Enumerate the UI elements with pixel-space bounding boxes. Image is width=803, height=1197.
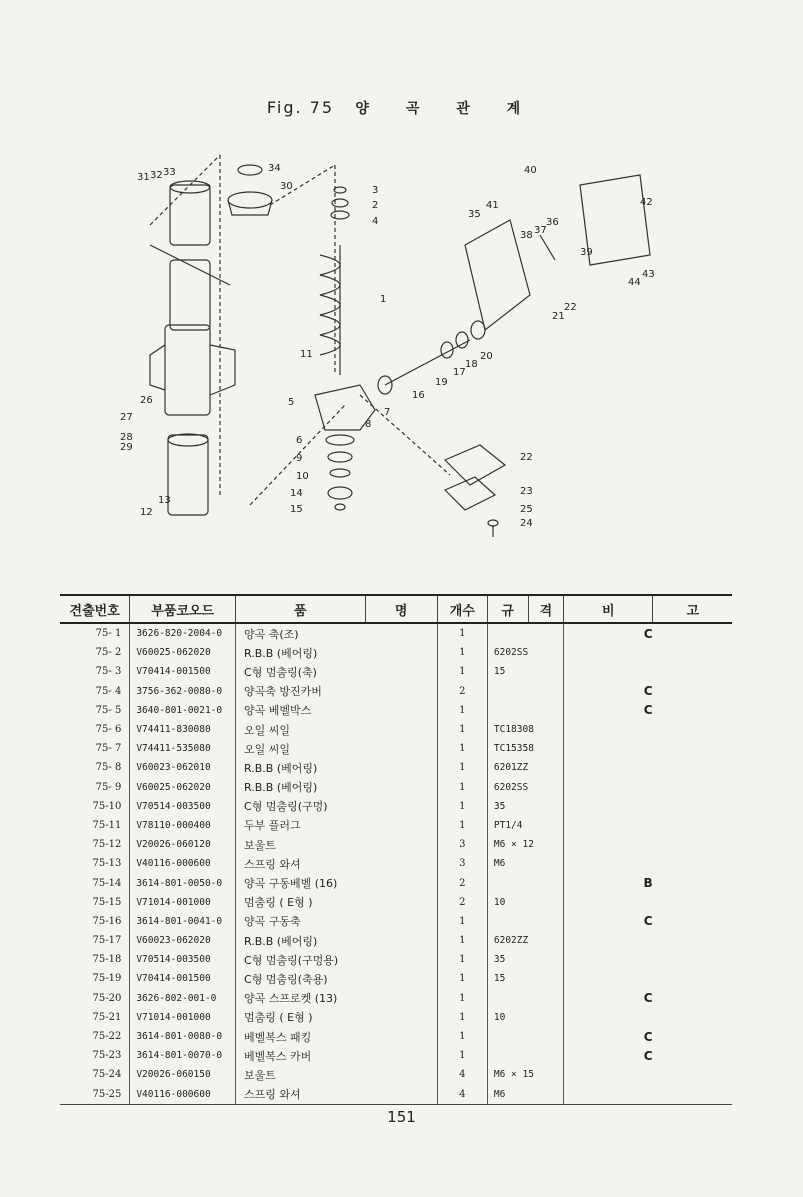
cell-remark: B xyxy=(564,873,732,892)
cell-index: 75-12 xyxy=(92,839,122,851)
cell-spec: 6202SS xyxy=(487,643,563,662)
cell-remark: C xyxy=(564,1027,732,1046)
table-row xyxy=(60,931,732,950)
callout: 14 xyxy=(290,488,303,499)
figure-title xyxy=(0,98,803,118)
table-row xyxy=(60,835,732,854)
cell-qty: 1 xyxy=(437,797,487,816)
callout: 44 xyxy=(628,277,641,288)
cell-name: 양곡 구동베벨 (16) xyxy=(236,873,438,892)
cell-qty: 1 xyxy=(437,1046,487,1065)
cell-qty: 1 xyxy=(437,912,487,931)
header-code: 부품코오드 xyxy=(130,595,236,623)
cell-remark xyxy=(564,739,732,758)
cell-qty: 1 xyxy=(437,739,487,758)
cell-name: 멈춤링 ( E형 ) xyxy=(236,1008,438,1027)
cell-index: 75- 5 xyxy=(95,704,122,716)
cell-spec: 35 xyxy=(487,797,563,816)
cell-index: 75-15 xyxy=(92,896,122,908)
callout: 34 xyxy=(268,163,281,174)
cell-spec: 35 xyxy=(487,950,563,969)
header-index: 견출번호 xyxy=(60,595,130,623)
cell-spec xyxy=(487,623,563,643)
callout: 41 xyxy=(486,200,499,211)
cell-qty: 3 xyxy=(437,854,487,873)
cell-qty: 1 xyxy=(437,816,487,835)
cell-index: 75-21 xyxy=(92,1011,122,1023)
cell-spec xyxy=(487,1046,563,1065)
cell-name: C형 멈춤링(구멍용) xyxy=(236,950,438,969)
cell-spec: 6202SS xyxy=(487,778,563,797)
cell-qty: 1 xyxy=(437,989,487,1008)
callout: 10 xyxy=(296,471,309,482)
table-row xyxy=(60,682,732,701)
cell-name: 멈춤링 ( E형 ) xyxy=(236,893,438,912)
cell-spec: 6201ZZ xyxy=(487,758,563,777)
cell-name: 양곡축 방진카버 xyxy=(236,682,438,701)
cell-name: 보울트 xyxy=(236,835,438,854)
cell-remark: C xyxy=(564,989,732,1008)
cell-qty: 4 xyxy=(437,1065,487,1084)
cell-code: V40116-000600 xyxy=(130,1085,236,1105)
table-row xyxy=(60,623,732,643)
callout: 22 xyxy=(564,302,577,313)
cell-index: 75-24 xyxy=(92,1069,122,1081)
cell-spec xyxy=(487,701,563,720)
table-row xyxy=(60,873,732,892)
callout: 7 xyxy=(384,407,391,418)
cell-name: R.B.B (베어링) xyxy=(236,931,438,950)
cell-index: 75- 9 xyxy=(95,781,122,793)
cell-name: R.B.B (베어링) xyxy=(236,643,438,662)
cell-spec xyxy=(487,682,563,701)
cell-code: V20026-060120 xyxy=(130,835,236,854)
cell-remark xyxy=(564,854,732,873)
callout: 13 xyxy=(158,495,171,506)
callout: 33 xyxy=(163,167,176,178)
cell-code: 3756-362-0080-0 xyxy=(130,682,236,701)
cell-spec: M6 × 15 xyxy=(487,1065,563,1084)
cell-index: 75- 3 xyxy=(95,666,122,678)
callout: 20 xyxy=(480,351,493,362)
cell-remark: C xyxy=(564,623,732,643)
cell-qty: 1 xyxy=(437,778,487,797)
cell-code: V71014-001000 xyxy=(130,1008,236,1027)
cell-code: V74411-535080 xyxy=(130,739,236,758)
header-name-b: 명 xyxy=(365,595,437,623)
cell-remark xyxy=(564,1065,732,1084)
cell-name: 보울트 xyxy=(236,1065,438,1084)
cell-remark xyxy=(564,969,732,988)
cell-name: 양곡 베벨박스 xyxy=(236,701,438,720)
table-row xyxy=(60,739,732,758)
cell-index: 75-14 xyxy=(92,877,122,889)
table-row xyxy=(60,1085,732,1105)
header-qty: 개수 xyxy=(437,595,487,623)
callout: 26 xyxy=(140,395,153,406)
cell-remark xyxy=(564,662,732,681)
cell-index: 75- 8 xyxy=(95,762,122,774)
cell-index: 75-19 xyxy=(92,973,122,985)
callout: 29 xyxy=(120,442,133,453)
callout: 8 xyxy=(365,419,372,430)
table-row xyxy=(60,854,732,873)
table-row xyxy=(60,1046,732,1065)
cell-name: 양곡 축(조) xyxy=(236,623,438,643)
cell-code: V40116-000600 xyxy=(130,854,236,873)
table-row xyxy=(60,758,732,777)
cell-name: R.B.B (베어링) xyxy=(236,758,438,777)
callout: 22 xyxy=(520,452,533,463)
callout: 5 xyxy=(288,397,295,408)
header-spec-a: 규 xyxy=(487,595,528,623)
callout: 25 xyxy=(520,504,533,515)
cell-remark xyxy=(564,778,732,797)
cell-spec: M6 × 12 xyxy=(487,835,563,854)
cell-remark xyxy=(564,758,732,777)
table-row xyxy=(60,643,732,662)
cell-spec xyxy=(487,912,563,931)
cell-index: 75- 2 xyxy=(95,647,122,659)
callout: 16 xyxy=(412,390,425,401)
header-remark-b: 고 xyxy=(653,595,732,623)
cell-name: 양곡 스프로켓 (13) xyxy=(236,989,438,1008)
cell-spec xyxy=(487,989,563,1008)
cell-spec: 10 xyxy=(487,1008,563,1027)
cell-remark: C xyxy=(564,682,732,701)
table-row xyxy=(60,1065,732,1084)
cell-code: V60023-062020 xyxy=(130,931,236,950)
cell-code: 3614-801-0080-0 xyxy=(130,1027,236,1046)
cell-qty: 2 xyxy=(437,873,487,892)
cell-name: 베벨복스 카버 xyxy=(236,1046,438,1065)
cell-name: 베벨복스 패킹 xyxy=(236,1027,438,1046)
cell-code: V78110-000400 xyxy=(130,816,236,835)
cell-remark xyxy=(564,931,732,950)
parts-table xyxy=(60,594,732,1104)
cell-index: 75- 7 xyxy=(95,743,122,755)
cell-code: 3614-801-0041-0 xyxy=(130,912,236,931)
callout: 23 xyxy=(520,486,533,497)
callout: 19 xyxy=(435,377,448,388)
cell-name: 두부 플러그 xyxy=(236,816,438,835)
callout: 27 xyxy=(120,412,133,423)
callout: 3 xyxy=(372,185,379,196)
callout: 28 xyxy=(120,432,133,443)
cell-spec: PT1/4 xyxy=(487,816,563,835)
cell-index: 75-20 xyxy=(92,992,122,1004)
figure-label: Fig. 75 xyxy=(266,98,335,117)
cell-remark: C xyxy=(564,912,732,931)
cell-name: R.B.B (베어링) xyxy=(236,778,438,797)
cell-index: 75-13 xyxy=(92,858,122,870)
table-row xyxy=(60,950,732,969)
cell-index: 75-11 xyxy=(92,819,122,831)
cell-spec: 15 xyxy=(487,662,563,681)
callout: 35 xyxy=(468,209,481,220)
table-row xyxy=(60,1027,732,1046)
table-row xyxy=(60,797,732,816)
callout: 32 xyxy=(150,170,163,181)
cell-qty: 2 xyxy=(437,893,487,912)
cell-remark xyxy=(564,643,732,662)
cell-index: 75- 1 xyxy=(95,628,122,640)
cell-qty: 2 xyxy=(437,682,487,701)
table-row xyxy=(60,701,732,720)
header-name-a: 품 xyxy=(236,595,365,623)
cell-spec: TC18308 xyxy=(487,720,563,739)
cell-qty: 1 xyxy=(437,931,487,950)
cell-index: 75-25 xyxy=(60,1085,130,1105)
cell-remark xyxy=(564,1085,732,1105)
cell-code: 3614-801-0070-0 xyxy=(130,1046,236,1065)
cell-remark xyxy=(564,797,732,816)
cell-code: V70514-003500 xyxy=(130,797,236,816)
cell-index: 75- 4 xyxy=(95,685,122,697)
cell-code: 3626-802-001-0 xyxy=(130,989,236,1008)
cell-remark xyxy=(564,816,732,835)
cell-index: 75-17 xyxy=(92,935,122,947)
cell-code: V70414-001500 xyxy=(130,662,236,681)
callout: 9 xyxy=(296,453,303,464)
callout: 1 xyxy=(380,294,387,305)
header-remark-a: 비 xyxy=(564,595,653,623)
cell-name: 오일 씨일 xyxy=(236,739,438,758)
cell-remark: C xyxy=(564,1046,732,1065)
callout: 38 xyxy=(520,230,533,241)
cell-qty: 3 xyxy=(437,835,487,854)
cell-spec: M6 xyxy=(487,854,563,873)
cell-code: V60025-062020 xyxy=(130,643,236,662)
exploded-parts-diagram xyxy=(110,145,710,565)
table-header-row xyxy=(60,595,732,623)
callout: 4 xyxy=(372,216,379,227)
cell-qty: 1 xyxy=(437,1027,487,1046)
cell-code: V20026-060150 xyxy=(130,1065,236,1084)
cell-name: 양곡 구동축 xyxy=(236,912,438,931)
table-row xyxy=(60,662,732,681)
table-row xyxy=(60,912,732,931)
table-row xyxy=(60,969,732,988)
cell-qty: 4 xyxy=(437,1085,487,1105)
callout: 40 xyxy=(524,165,537,176)
callout: 39 xyxy=(580,247,593,258)
cell-spec: TC15358 xyxy=(487,739,563,758)
cell-index: 75-10 xyxy=(92,800,122,812)
table-row xyxy=(60,720,732,739)
cell-code: V70414-001500 xyxy=(130,969,236,988)
cell-name: C형 멈춤링(구멍) xyxy=(236,797,438,816)
cell-index: 75-22 xyxy=(92,1031,122,1043)
cell-qty: 1 xyxy=(437,662,487,681)
cell-code: V60025-062020 xyxy=(130,778,236,797)
cell-qty: 1 xyxy=(437,758,487,777)
callout: 43 xyxy=(642,269,655,280)
cell-code: V60023-062010 xyxy=(130,758,236,777)
callout: 31 xyxy=(137,172,150,183)
cell-remark xyxy=(564,950,732,969)
cell-remark xyxy=(564,720,732,739)
cell-name: 스프링 와셔 xyxy=(236,854,438,873)
callout: 15 xyxy=(290,504,303,515)
cell-spec: 6202ZZ xyxy=(487,931,563,950)
cell-code: V71014-001000 xyxy=(130,893,236,912)
figure-title-text: 양 곡 관 계 xyxy=(355,101,537,117)
cell-code: 3626-820-2004-0 xyxy=(130,623,236,643)
cell-remark xyxy=(564,1008,732,1027)
callout: 2 xyxy=(372,200,379,211)
cell-qty: 1 xyxy=(437,623,487,643)
callout: 18 xyxy=(465,359,478,370)
cell-qty: 1 xyxy=(437,701,487,720)
callout: 17 xyxy=(453,367,466,378)
cell-spec: M6 xyxy=(487,1085,563,1105)
cell-remark: C xyxy=(564,701,732,720)
cell-index: 75-18 xyxy=(92,954,122,966)
cell-remark xyxy=(564,835,732,854)
cell-spec: 15 xyxy=(487,969,563,988)
callout: 36 xyxy=(546,217,559,228)
cell-name: 오일 씨일 xyxy=(236,720,438,739)
page-number: 151 xyxy=(387,1108,416,1126)
table-row xyxy=(60,816,732,835)
callout: 11 xyxy=(300,349,313,360)
cell-name: 스프링 와셔 xyxy=(236,1085,438,1105)
callout-labels xyxy=(120,163,655,529)
table-row xyxy=(60,1008,732,1027)
cell-code: V70514-003500 xyxy=(130,950,236,969)
cell-code: V74411-830080 xyxy=(130,720,236,739)
cell-name: C형 멈춤링(축용) xyxy=(236,969,438,988)
cell-qty: 1 xyxy=(437,720,487,739)
cell-name: C형 멈춤링(축) xyxy=(236,662,438,681)
callout: 30 xyxy=(280,181,293,192)
cell-spec: 10 xyxy=(487,893,563,912)
cell-remark xyxy=(564,893,732,912)
cell-qty: 1 xyxy=(437,950,487,969)
cell-index: 75-16 xyxy=(92,915,122,927)
callout: 24 xyxy=(520,518,533,529)
table-row xyxy=(60,778,732,797)
cell-code: 3640-801-0021-0 xyxy=(130,701,236,720)
table-row xyxy=(60,989,732,1008)
cell-index: 75-23 xyxy=(92,1050,122,1062)
callout: 6 xyxy=(296,435,303,446)
cell-spec xyxy=(487,1027,563,1046)
header-spec-b: 격 xyxy=(528,595,564,623)
callout: 21 xyxy=(552,311,565,322)
cell-qty: 1 xyxy=(437,969,487,988)
callout: 37 xyxy=(534,225,547,236)
cell-qty: 1 xyxy=(437,1008,487,1027)
callout: 42 xyxy=(640,197,653,208)
cell-code: 3614-801-0050-0 xyxy=(130,873,236,892)
cell-spec xyxy=(487,873,563,892)
table-row xyxy=(60,893,732,912)
cell-index: 75- 6 xyxy=(95,724,122,736)
callout: 12 xyxy=(140,507,153,518)
cell-qty: 1 xyxy=(437,643,487,662)
